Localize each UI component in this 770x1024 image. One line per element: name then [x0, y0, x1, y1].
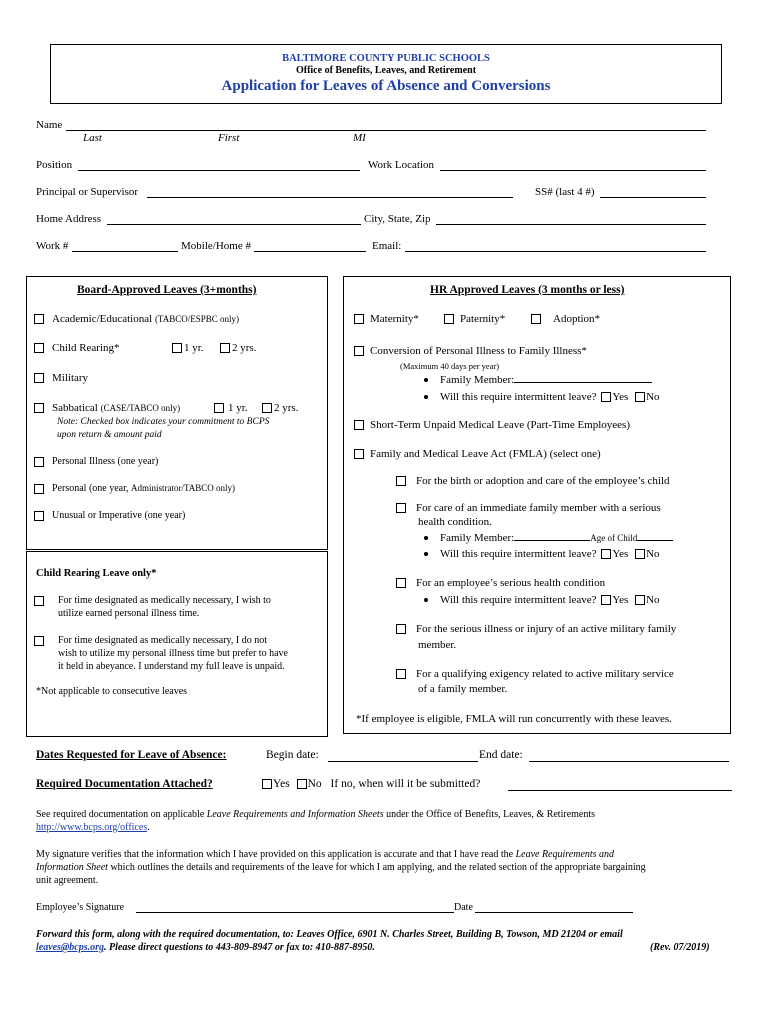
- fmla-own-label: For an employee’s serious health condition: [416, 577, 606, 589]
- principal-input[interactable]: [147, 197, 513, 198]
- child-rearing-label: Child Rearing*: [52, 342, 120, 354]
- short-term-checkbox[interactable]: [354, 420, 364, 430]
- personal-option[interactable]: [34, 483, 235, 494]
- child-only-opt2[interactable]: [34, 635, 267, 646]
- ss-label: SS# (last 4 #): [535, 186, 595, 198]
- bullet-icon: [424, 598, 428, 602]
- academic-note: (TABCO/ESPBC only): [154, 314, 239, 324]
- child-only-opt1-l2: utilize earned personal illness time.: [58, 608, 200, 619]
- sabbatical-note: (CASE/TABCO only): [100, 403, 181, 413]
- fmla-own-checkbox[interactable]: [396, 578, 406, 588]
- sab-1yr-option[interactable]: [214, 402, 248, 414]
- fmla-care-no-label: No: [646, 548, 660, 560]
- fmla-own-intermittent-label: Will this require intermittent leave?: [440, 594, 597, 606]
- paternity-checkbox[interactable]: [444, 314, 454, 324]
- footer-line2-text: . Please direct questions to 443-809-8947 or fax to: 410-887-8950.: [104, 942, 375, 953]
- fmla-own-no-checkbox[interactable]: [635, 595, 645, 605]
- fmla-military-l1: For the serious illness or injury of an active military family: [416, 623, 677, 635]
- child-only-heading: Child Rearing Leave only*: [36, 568, 157, 579]
- military-checkbox[interactable]: [34, 373, 44, 383]
- hr-heading: HR Approved Leaves (3 months or less): [430, 284, 625, 296]
- age-of-child-label: Age of Child: [590, 533, 638, 543]
- sab-2yrs-label: 2 yrs.: [274, 402, 299, 414]
- adoption-label: Adoption*: [553, 313, 601, 325]
- fmla-military-checkbox[interactable]: [396, 624, 406, 634]
- docs-info: [36, 809, 595, 820]
- child-rearing-option[interactable]: [34, 342, 120, 354]
- fmla-care-yes-label: Yes: [612, 548, 629, 560]
- fmla-care-family: [424, 532, 673, 544]
- fmla-military-l2: member.: [418, 639, 457, 651]
- conversion-family-member: [424, 374, 652, 386]
- form-header: [50, 44, 722, 104]
- bullet-icon: [424, 552, 428, 556]
- sab-1yr-label: 1 yr.: [228, 402, 248, 414]
- docs-label: Required Documentation Attached?: [36, 778, 213, 790]
- child-only-footnote: *Not applicable to consecutive leaves: [36, 686, 188, 697]
- fmla-label: Family and Medical Leave Act (FMLA) (select one): [370, 448, 601, 460]
- child-only-opt2-checkbox[interactable]: [34, 636, 44, 646]
- mi-label: MI: [353, 132, 366, 144]
- fmla-care-family-label: Family Member:: [440, 532, 515, 544]
- fmla-own-yes-label: Yes: [612, 594, 629, 606]
- child-only-opt2-l1: For time designated as medically necessary, I do not: [58, 635, 268, 646]
- fmla-option[interactable]: [354, 448, 601, 460]
- offices-link[interactable]: http://www.bcps.org/offices: [36, 822, 148, 833]
- personal-illness-label: Personal Illness (one year): [52, 456, 159, 467]
- academic-option[interactable]: [34, 313, 239, 325]
- bullet-icon: [424, 378, 428, 382]
- fmla-care-checkbox[interactable]: [396, 503, 406, 513]
- sabbatical-note-2: upon return & amount paid: [57, 430, 162, 440]
- form-title: Application for Leaves of Absence and Conversions: [221, 78, 551, 94]
- maternity-label: Maternity*: [370, 313, 419, 325]
- docs-options: [262, 778, 480, 790]
- conversion-option[interactable]: [354, 345, 587, 357]
- board-heading: Board-Approved Leaves (3+months): [77, 284, 257, 296]
- conversion-yes-checkbox[interactable]: [601, 392, 611, 402]
- sabbatical-option[interactable]: [34, 402, 180, 414]
- begin-date-input[interactable]: [328, 761, 478, 762]
- office-name: Office of Benefits, Leaves, and Retirement: [295, 65, 477, 76]
- short-term-option[interactable]: [354, 419, 630, 431]
- personal-illness-checkbox[interactable]: [34, 457, 44, 467]
- conversion-label: Conversion of Personal Illness to Family Illness*: [370, 345, 587, 357]
- paternity-option[interactable]: [444, 313, 505, 325]
- docs-when-input[interactable]: [508, 790, 732, 791]
- military-label: Military: [52, 372, 89, 384]
- max40-note: (Maximum 40 days per year): [400, 361, 500, 371]
- info-p1c: under the Office of Benefits, Leaves, & Retirements: [386, 809, 596, 820]
- signature-date-input[interactable]: [475, 912, 633, 913]
- signature-statement-l2: [36, 862, 646, 873]
- fmla-exigency-checkbox[interactable]: [396, 669, 406, 679]
- signature-label: Employee’s Signature: [36, 902, 125, 913]
- home-address-input[interactable]: [107, 224, 361, 225]
- child-1yr-label: 1 yr.: [184, 342, 204, 354]
- revision: (Rev. 07/2019): [650, 942, 710, 953]
- signature-statement-l1: [36, 849, 614, 860]
- email-input[interactable]: [405, 251, 706, 252]
- fmla-birth-checkbox[interactable]: [396, 476, 406, 486]
- child-2yrs-option[interactable]: [220, 342, 256, 354]
- academic-label: Academic/Educational: [52, 313, 153, 325]
- conversion-family-member-input[interactable]: [514, 382, 652, 383]
- fmla-exigency-l2: of a family member.: [418, 683, 508, 695]
- docs-no-label: No: [307, 778, 322, 790]
- docs-no-checkbox[interactable]: [297, 779, 307, 789]
- work-location-input[interactable]: [440, 170, 706, 171]
- child-only-opt2-l2: wish to utilize my personal illness time but prefer to have: [58, 648, 288, 659]
- org-name: BALTIMORE COUNTY PUBLIC SCHOOLS: [282, 53, 490, 64]
- fmla-own-yes-checkbox[interactable]: [601, 595, 611, 605]
- fmla-care-yes-checkbox[interactable]: [601, 549, 611, 559]
- docs-yes-label: Yes: [273, 778, 290, 790]
- fmla-exigency-option[interactable]: [396, 668, 674, 680]
- name-label: Name: [36, 119, 63, 131]
- ss-input[interactable]: [600, 197, 706, 198]
- position-label: Position: [36, 159, 73, 171]
- adoption-option[interactable]: [531, 313, 600, 325]
- conversion-no-label: No: [646, 391, 660, 403]
- begin-date-label: Begin date:: [266, 749, 319, 761]
- fmla-checkbox[interactable]: [354, 449, 364, 459]
- city-input[interactable]: [436, 224, 706, 225]
- work-location-label: Work Location: [368, 159, 435, 171]
- signature-input[interactable]: [136, 912, 454, 913]
- conversion-checkbox[interactable]: [354, 346, 364, 356]
- fmla-exigency-l1: For a qualifying exigency related to active military service: [416, 668, 674, 680]
- child-2yrs-checkbox[interactable]: [220, 343, 230, 353]
- child-only-opt2-l3: it held in abeyance. I understand my full leave is unpaid.: [58, 661, 285, 672]
- bullet-icon: [424, 536, 428, 540]
- maternity-option[interactable]: [354, 313, 419, 325]
- child-only-opt1-checkbox[interactable]: [34, 596, 44, 606]
- unusual-checkbox[interactable]: [34, 511, 44, 521]
- unusual-option[interactable]: [34, 510, 185, 521]
- sab-2yrs-option[interactable]: [262, 402, 298, 414]
- fmla-care-intermittent: [424, 548, 660, 560]
- leaves-email-link[interactable]: leaves@bcps.org: [36, 942, 105, 953]
- conversion-intermittent: [424, 391, 660, 403]
- child-1yr-option[interactable]: [172, 342, 204, 354]
- signature-date-label: Date: [454, 902, 473, 913]
- docs-when-label: If no, when will it be submitted?: [330, 778, 481, 790]
- bullet-icon: [424, 395, 428, 399]
- home-address-label: Home Address: [36, 213, 102, 225]
- sabbatical-label: Sabbatical: [52, 402, 98, 414]
- sab-2yrs-checkbox[interactable]: [262, 403, 272, 413]
- fmla-care-option[interactable]: [396, 502, 661, 514]
- email-label: Email:: [372, 240, 402, 252]
- conversion-yes-label: Yes: [612, 391, 629, 403]
- principal-label: Principal or Supervisor: [36, 186, 139, 198]
- sabbatical-checkbox[interactable]: [34, 403, 44, 413]
- fmla-care-family-input[interactable]: [514, 540, 590, 541]
- position-input[interactable]: [78, 170, 360, 171]
- fmla-military-option[interactable]: [396, 623, 676, 635]
- personal-checkbox[interactable]: [34, 484, 44, 494]
- fmla-care-l2: health condition.: [418, 516, 492, 528]
- child-rearing-checkbox[interactable]: [34, 343, 44, 353]
- adoption-checkbox[interactable]: [531, 314, 541, 324]
- info-p2e: unit agreement.: [36, 875, 99, 886]
- conversion-family-member-label: Family Member:: [440, 374, 515, 386]
- fmla-birth-label: For the birth or adoption and care of the employee’s child: [416, 475, 670, 487]
- personal-label: Personal (one year,: [52, 483, 129, 494]
- sab-1yr-checkbox[interactable]: [214, 403, 224, 413]
- fmla-concurrent-note: *If employee is eligible, FMLA will run concurrently with these leaves.: [356, 713, 672, 725]
- work-num-label: Work #: [36, 240, 69, 252]
- end-date-label: End date:: [479, 749, 523, 761]
- paternity-label: Paternity*: [460, 313, 506, 325]
- unusual-label: Unusual or Imperative (one year): [52, 510, 186, 521]
- fmla-care-intermittent-label: Will this require intermittent leave?: [440, 548, 597, 560]
- child-only-opt1-l1: For time designated as medically necessary, I wish to: [58, 595, 271, 606]
- info-p2a: My signature verifies that the information which I have provided on this application is accurate and that I have read the: [36, 849, 514, 860]
- age-of-child-input[interactable]: [637, 540, 673, 541]
- info-p2d: which outlines the details and requirements of the leave for which I am applying, and the related section of the appropriate bargaining: [110, 862, 646, 873]
- info-p2c: Information Sheet: [36, 862, 108, 873]
- fmla-own-option[interactable]: [396, 577, 605, 589]
- offices-link-row: http://www.bcps.org/offices.: [36, 822, 150, 833]
- fmla-own-intermittent: [424, 594, 660, 606]
- fmla-care-no-checkbox[interactable]: [635, 549, 645, 559]
- mobile-label: Mobile/Home #: [181, 240, 251, 252]
- child-only-opt1[interactable]: [34, 595, 271, 606]
- maternity-checkbox[interactable]: [354, 314, 364, 324]
- footer-line2: [36, 942, 375, 953]
- dates-label: Dates Requested for Leave of Absence:: [36, 749, 227, 761]
- info-p2b: Leave Requirements and: [515, 849, 615, 860]
- mobile-input[interactable]: [254, 251, 366, 252]
- sabbatical-note-1: Note: Checked box indicates your commitment to BCPS: [57, 417, 270, 427]
- fmla-own-no-label: No: [646, 594, 660, 606]
- academic-checkbox[interactable]: [34, 314, 44, 324]
- docs-yes-checkbox[interactable]: [262, 779, 272, 789]
- last-label: Last: [83, 132, 102, 144]
- footer-line1: Forward this form, along with the required documentation, to: Leaves Office, 6901 N. Charles Street, Building B, Towson, MD 21204 or email: [36, 929, 623, 940]
- personal-note: Administrator/TABCO only): [131, 483, 236, 493]
- military-option[interactable]: [34, 372, 88, 384]
- conversion-intermittent-label: Will this require intermittent leave?: [440, 391, 597, 403]
- info-p1b: Leave Requirements and Information Sheets: [206, 809, 384, 820]
- child-2yrs-label: 2 yrs.: [232, 342, 257, 354]
- fmla-birth-option[interactable]: [396, 475, 670, 487]
- first-label: First: [218, 132, 240, 144]
- city-label: City, State, Zip: [364, 213, 431, 225]
- conversion-no-checkbox[interactable]: [635, 392, 645, 402]
- name-input[interactable]: [66, 130, 706, 131]
- fmla-care-l1: For care of an immediate family member with a serious: [416, 502, 661, 514]
- short-term-label: Short-Term Unpaid Medical Leave (Part-Time Employees): [370, 419, 631, 431]
- end-date-input[interactable]: [529, 761, 729, 762]
- info-p1a: See required documentation on applicable: [36, 809, 205, 820]
- work-num-input[interactable]: [72, 251, 178, 252]
- child-1yr-checkbox[interactable]: [172, 343, 182, 353]
- personal-illness-option[interactable]: [34, 456, 158, 467]
